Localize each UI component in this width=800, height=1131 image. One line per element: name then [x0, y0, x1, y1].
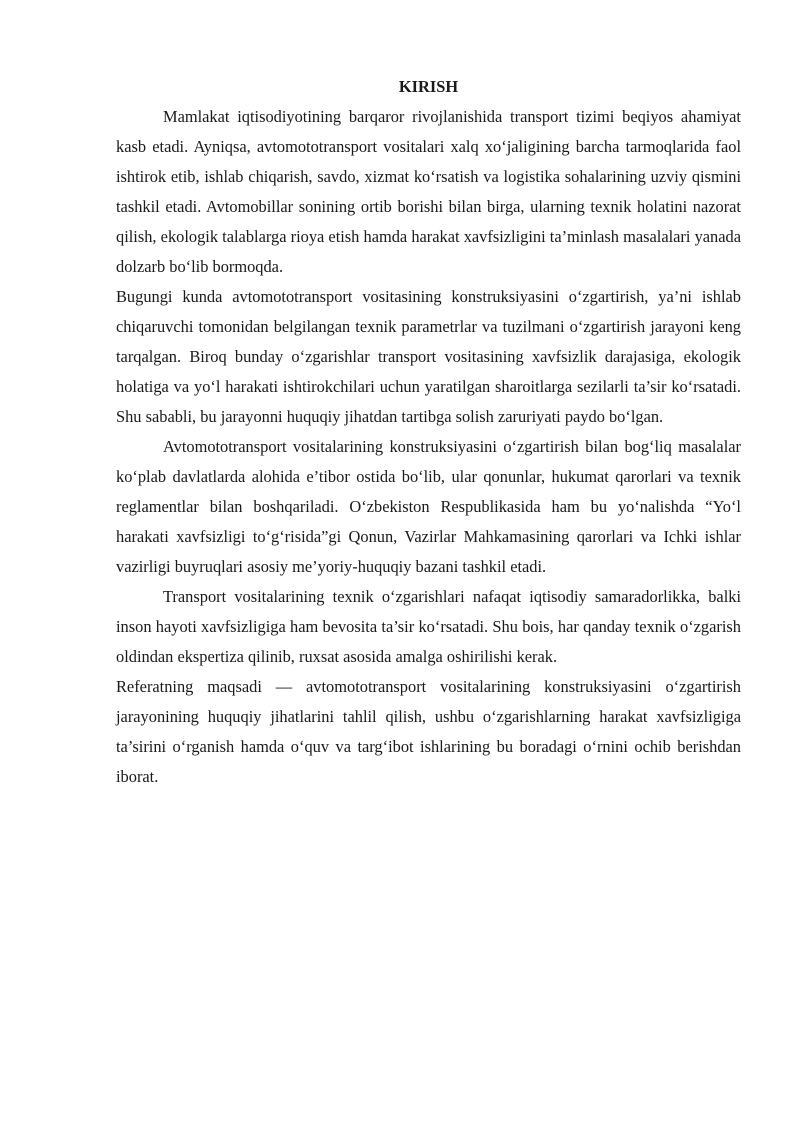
paragraph-3: Avtomototransport vositalarining konstruksiyasini o‘zgartirish bilan bog‘liq masalalar ko‘plab davlatlarda alohida e’tibor ostida bo‘lib, ular qonunlar, hukumat qarorlari va texnik reglamentlar bilan boshqariladi. O‘zbekiston Respublikasida ham bu yo‘nalishda “Yo‘l harakati xavfsizligi to‘g‘risida”gi Qonun, Vazirlar Mahkamasining qarorlari va Ichki ishlar vazirligi buyruqlari asosiy me’yoriy-huquqiy bazani tashkil etadi.: [116, 437, 741, 576]
page-title: KIRISH: [398, 77, 459, 96]
paragraph-5: Referatning maqsadi — avtomototransport vositalarining konstruksiyasini o‘zgartirish jarayonining huquqiy jihatlarini tahlil qilish, ushbu o‘zgarishlarning harakat xavfsizligiga ta’sirini o‘rganish hamda o‘quv va targ‘ibot ishlarining bu boradagi o‘rnini ochib berishdan iborat.: [116, 677, 741, 786]
paragraph-2: Bugungi kunda avtomototransport vositasining konstruksiyasini o‘zgartirish, ya’ni ishlab chiqaruvchi tomonidan belgilangan texnik parametrlar va tuzilmani o‘zgartirish jarayoni keng tarqalgan. Biroq bunday o‘zgarishlar transport vositasining xavfsizlik darajasiga, ekologik holatiga va yo‘l harakati ishtirokchilari uchun yaratilgan sharoitlarga sezilarli ta’sir ko‘rsatadi. Shu sababli, bu jarayonni huquqiy jihatdan tartibga solish zaruriyati paydo bo‘lgan.: [116, 287, 741, 426]
document-body: [116, 72, 741, 792]
paragraph-4: Transport vositalarining texnik o‘zgarishlari nafaqat iqtisodiy samaradorlikka, balki inson hayoti xavfsizligiga ham bevosita ta’sir ko‘rsatadi. Shu bois, har qanday texnik o‘zgarish oldindan ekspertiza qilinib, ruxsat asosida amalga oshirilishi kerak.: [116, 587, 741, 666]
paragraph-1: Mamlakat iqtisodiyotining barqaror rivojlanishida transport tizimi beqiyos ahamiyat kasb etadi. Ayniqsa, avtomototransport vositalari xalq xo‘jaligining barcha tarmoqlarida faol ishtirok etib, ishlab chiqarish, savdo, xizmat ko‘rsatish va logistika sohalarining uzviy qismini tashkil etadi. Avtomobillar sonining ortib borishi bilan birga, ularning texnik holatini nazorat qilish, ekologik talablarga rioya etish hamda harakat xavfsizligini ta’minlash masalalari yanada dolzarb bo‘lib bormoqda.: [116, 107, 741, 276]
